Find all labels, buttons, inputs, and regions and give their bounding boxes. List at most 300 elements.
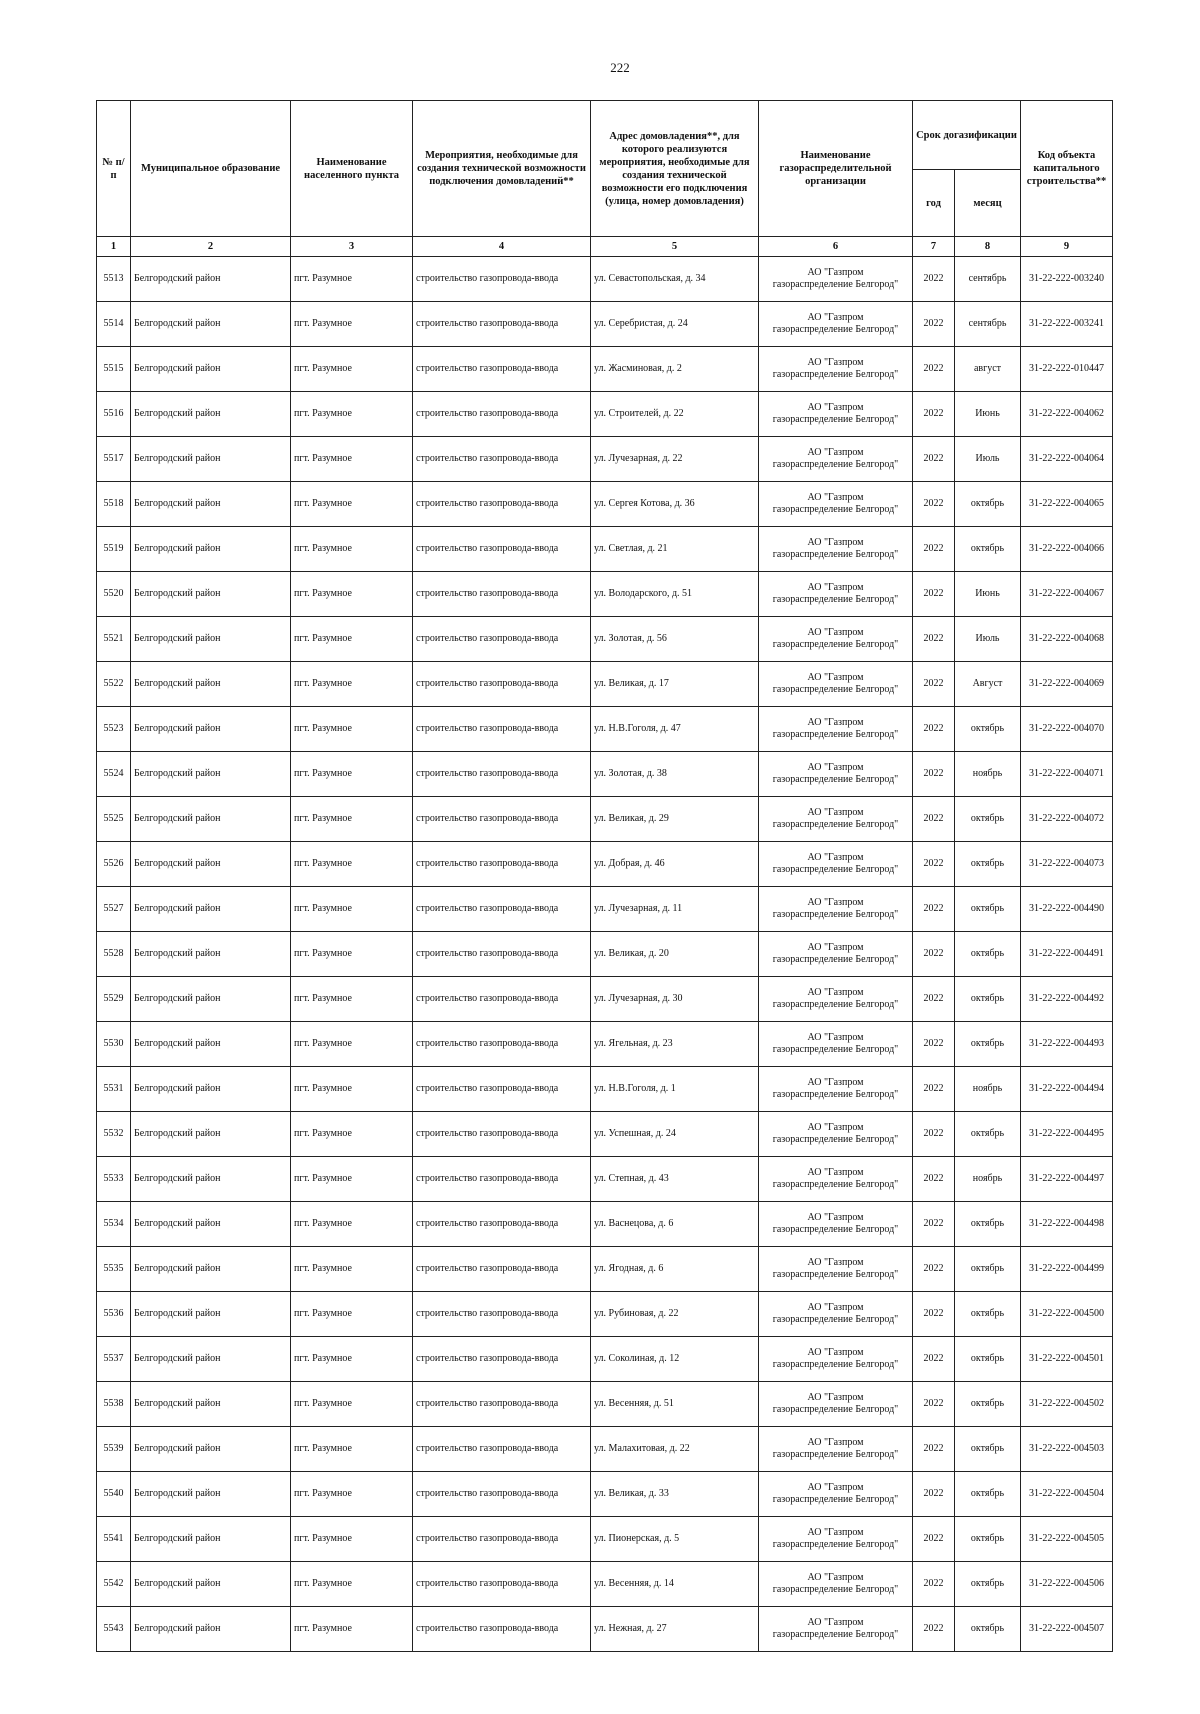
row-number-cell: 5521 xyxy=(97,617,131,662)
settlement-cell: пгт. Разумное xyxy=(291,1517,413,1562)
settlement-cell: пгт. Разумное xyxy=(291,752,413,797)
organization-line: АО "Газпром xyxy=(807,312,864,323)
year-cell: 2022 xyxy=(913,1067,955,1112)
organization-line: АО "Газпром xyxy=(807,1167,864,1178)
organization-cell xyxy=(759,1382,913,1427)
organization-line: АО "Газпром xyxy=(807,1617,864,1628)
month-cell: октябрь xyxy=(955,887,1021,932)
municipality-cell: Белгородский район xyxy=(131,1607,291,1652)
organization-line: газораспределение Белгород" xyxy=(772,774,899,785)
municipality-cell: Белгородский район xyxy=(131,1247,291,1292)
address-cell: ул. Строителей, д. 22 xyxy=(591,392,759,437)
table-row xyxy=(97,482,1113,527)
column-number: 2 xyxy=(131,237,291,257)
municipality-cell: Белгородский район xyxy=(131,1427,291,1472)
year-cell: 2022 xyxy=(913,887,955,932)
organization-line: АО "Газпром xyxy=(807,1122,864,1133)
header-address: Адрес домовладения**, для которого реализуются мероприятия, необходимые для создания технической возможности его подключения (улица, номер домовладения) xyxy=(591,101,759,237)
table-row xyxy=(97,662,1113,707)
measure-cell: строительство газопровода-ввода xyxy=(413,617,591,662)
municipality-cell: Белгородский район xyxy=(131,932,291,977)
organization-cell xyxy=(759,977,913,1022)
year-cell: 2022 xyxy=(913,1382,955,1427)
month-cell: октябрь xyxy=(955,527,1021,572)
header-code: Код объекта капитального строительства** xyxy=(1021,101,1113,237)
code-cell: 31-22-222-003241 xyxy=(1021,302,1113,347)
year-cell: 2022 xyxy=(913,1157,955,1202)
settlement-cell: пгт. Разумное xyxy=(291,1157,413,1202)
row-number-cell: 5529 xyxy=(97,977,131,1022)
code-cell: 31-22-222-004495 xyxy=(1021,1112,1113,1157)
row-number-cell: 5535 xyxy=(97,1247,131,1292)
month-cell: октябрь xyxy=(955,977,1021,1022)
code-cell: 31-22-222-004502 xyxy=(1021,1382,1113,1427)
year-cell: 2022 xyxy=(913,1607,955,1652)
table-row xyxy=(97,257,1113,302)
organization-line: газораспределение Белгород" xyxy=(772,594,899,605)
year-cell: 2022 xyxy=(913,1472,955,1517)
code-cell: 31-22-222-004492 xyxy=(1021,977,1113,1022)
month-cell: Июнь xyxy=(955,392,1021,437)
year-cell: 2022 xyxy=(913,707,955,752)
measure-cell: строительство газопровода-ввода xyxy=(413,1607,591,1652)
table-row xyxy=(97,1202,1113,1247)
settlement-cell: пгт. Разумное xyxy=(291,1427,413,1472)
table-body xyxy=(97,257,1113,1652)
month-cell: Август xyxy=(955,662,1021,707)
settlement-cell: пгт. Разумное xyxy=(291,257,413,302)
organization-cell xyxy=(759,257,913,302)
measure-cell: строительство газопровода-ввода xyxy=(413,1382,591,1427)
year-cell: 2022 xyxy=(913,1202,955,1247)
year-cell: 2022 xyxy=(913,1337,955,1382)
settlement-cell: пгт. Разумное xyxy=(291,1202,413,1247)
table-row xyxy=(97,752,1113,797)
organization-line: газораспределение Белгород" xyxy=(772,1269,899,1280)
organization-cell xyxy=(759,572,913,617)
year-cell: 2022 xyxy=(913,1247,955,1292)
code-cell: 31-22-222-004065 xyxy=(1021,482,1113,527)
row-number-cell: 5527 xyxy=(97,887,131,932)
year-cell: 2022 xyxy=(913,347,955,392)
organization-line: АО "Газпром xyxy=(807,1437,864,1448)
organization-line: АО "Газпром xyxy=(807,897,864,908)
row-number-cell: 5533 xyxy=(97,1157,131,1202)
month-cell: октябрь xyxy=(955,1202,1021,1247)
organization-cell xyxy=(759,482,913,527)
table-row xyxy=(97,977,1113,1022)
address-cell: ул. Ягельная, д. 23 xyxy=(591,1022,759,1067)
address-cell: ул. Великая, д. 17 xyxy=(591,662,759,707)
month-cell: октябрь xyxy=(955,932,1021,977)
code-cell: 31-22-222-004491 xyxy=(1021,932,1113,977)
code-cell: 31-22-222-004070 xyxy=(1021,707,1113,752)
measure-cell: строительство газопровода-ввода xyxy=(413,527,591,572)
measure-cell: строительство газопровода-ввода xyxy=(413,842,591,887)
organization-cell xyxy=(759,932,913,977)
code-cell: 31-22-222-004507 xyxy=(1021,1607,1113,1652)
municipality-cell: Белгородский район xyxy=(131,842,291,887)
header-term: Срок догазификации xyxy=(913,101,1021,170)
month-cell: октябрь xyxy=(955,1112,1021,1157)
code-cell: 31-22-222-004500 xyxy=(1021,1292,1113,1337)
month-cell: ноябрь xyxy=(955,1157,1021,1202)
row-number-cell: 5517 xyxy=(97,437,131,482)
organization-line: АО "Газпром xyxy=(807,1077,864,1088)
organization-cell xyxy=(759,662,913,707)
month-cell: октябрь xyxy=(955,707,1021,752)
table-row xyxy=(97,1382,1113,1427)
organization-line: АО "Газпром xyxy=(807,447,864,458)
address-cell: ул. Жасминовая, д. 2 xyxy=(591,347,759,392)
settlement-cell: пгт. Разумное xyxy=(291,887,413,932)
measure-cell: строительство газопровода-ввода xyxy=(413,1022,591,1067)
municipality-cell: Белгородский район xyxy=(131,347,291,392)
settlement-cell: пгт. Разумное xyxy=(291,302,413,347)
code-cell: 31-22-222-004072 xyxy=(1021,797,1113,842)
organization-line: газораспределение Белгород" xyxy=(772,1314,899,1325)
municipality-cell: Белгородский район xyxy=(131,482,291,527)
table-row xyxy=(97,1517,1113,1562)
month-cell: октябрь xyxy=(955,1247,1021,1292)
settlement-cell: пгт. Разумное xyxy=(291,572,413,617)
code-cell: 31-22-222-004503 xyxy=(1021,1427,1113,1472)
organization-line: АО "Газпром xyxy=(807,852,864,863)
organization-line: газораспределение Белгород" xyxy=(772,369,899,380)
address-cell: ул. Лучезарная, д. 11 xyxy=(591,887,759,932)
row-number-cell: 5532 xyxy=(97,1112,131,1157)
settlement-cell: пгт. Разумное xyxy=(291,1337,413,1382)
address-cell: ул. Рубиновая, д. 22 xyxy=(591,1292,759,1337)
settlement-cell: пгт. Разумное xyxy=(291,1607,413,1652)
address-cell: ул. Светлая, д. 21 xyxy=(591,527,759,572)
settlement-cell: пгт. Разумное xyxy=(291,1247,413,1292)
measure-cell: строительство газопровода-ввода xyxy=(413,1337,591,1382)
measure-cell: строительство газопровода-ввода xyxy=(413,1202,591,1247)
measure-cell: строительство газопровода-ввода xyxy=(413,1562,591,1607)
row-number-cell: 5523 xyxy=(97,707,131,752)
organization-line: АО "Газпром xyxy=(807,942,864,953)
year-cell: 2022 xyxy=(913,392,955,437)
measure-cell: строительство газопровода-ввода xyxy=(413,347,591,392)
table-row xyxy=(97,437,1113,482)
month-cell: октябрь xyxy=(955,1022,1021,1067)
organization-line: АО "Газпром xyxy=(807,492,864,503)
column-number: 6 xyxy=(759,237,913,257)
organization-line: АО "Газпром xyxy=(807,402,864,413)
organization-line: газораспределение Белгород" xyxy=(772,1404,899,1415)
organization-line: АО "Газпром xyxy=(807,1392,864,1403)
municipality-cell: Белгородский район xyxy=(131,1022,291,1067)
measure-cell: строительство газопровода-ввода xyxy=(413,392,591,437)
measure-cell: строительство газопровода-ввода xyxy=(413,977,591,1022)
year-cell: 2022 xyxy=(913,572,955,617)
column-number: 3 xyxy=(291,237,413,257)
measure-cell: строительство газопровода-ввода xyxy=(413,932,591,977)
address-cell: ул. Сергея Котова, д. 36 xyxy=(591,482,759,527)
address-cell: ул. Лучезарная, д. 22 xyxy=(591,437,759,482)
table-header xyxy=(97,101,1113,257)
year-cell: 2022 xyxy=(913,257,955,302)
organization-line: АО "Газпром xyxy=(807,1257,864,1268)
organization-line: АО "Газпром xyxy=(807,672,864,683)
code-cell: 31-22-222-004073 xyxy=(1021,842,1113,887)
code-cell: 31-22-222-004506 xyxy=(1021,1562,1113,1607)
table-row xyxy=(97,527,1113,572)
organization-cell xyxy=(759,437,913,482)
month-cell: Июнь xyxy=(955,572,1021,617)
year-cell: 2022 xyxy=(913,617,955,662)
address-cell: ул. Весенняя, д. 51 xyxy=(591,1382,759,1427)
table-row xyxy=(97,1607,1113,1652)
year-cell: 2022 xyxy=(913,527,955,572)
table-row xyxy=(97,842,1113,887)
column-number: 4 xyxy=(413,237,591,257)
organization-line: АО "Газпром xyxy=(807,1302,864,1313)
header-organization: Наименование газораспределительной организации xyxy=(759,101,913,237)
municipality-cell: Белгородский район xyxy=(131,1067,291,1112)
organization-line: АО "Газпром xyxy=(807,1212,864,1223)
code-cell: 31-22-222-004505 xyxy=(1021,1517,1113,1562)
address-cell: ул. Ягодная, д. 6 xyxy=(591,1247,759,1292)
table-row xyxy=(97,887,1113,932)
address-cell: ул. Великая, д. 33 xyxy=(591,1472,759,1517)
year-cell: 2022 xyxy=(913,752,955,797)
row-number-cell: 5543 xyxy=(97,1607,131,1652)
header-measures: Мероприятия, необходимые для создания технической возможности подключения домовладений** xyxy=(413,101,591,237)
code-cell: 31-22-222-004490 xyxy=(1021,887,1113,932)
row-number-cell: 5528 xyxy=(97,932,131,977)
address-cell: ул. Н.В.Гоголя, д. 1 xyxy=(591,1067,759,1112)
municipality-cell: Белгородский район xyxy=(131,437,291,482)
month-cell: октябрь xyxy=(955,1337,1021,1382)
table-row xyxy=(97,1562,1113,1607)
code-cell: 31-22-222-004494 xyxy=(1021,1067,1113,1112)
row-number-cell: 5524 xyxy=(97,752,131,797)
month-cell: октябрь xyxy=(955,482,1021,527)
municipality-cell: Белгородский район xyxy=(131,572,291,617)
address-cell: ул. Весенняя, д. 14 xyxy=(591,1562,759,1607)
address-cell: ул. Успешная, д. 24 xyxy=(591,1112,759,1157)
organization-line: газораспределение Белгород" xyxy=(772,1224,899,1235)
row-number-cell: 5516 xyxy=(97,392,131,437)
month-cell: октябрь xyxy=(955,1472,1021,1517)
settlement-cell: пгт. Разумное xyxy=(291,842,413,887)
municipality-cell: Белгородский район xyxy=(131,527,291,572)
code-cell: 31-22-222-004498 xyxy=(1021,1202,1113,1247)
municipality-cell: Белгородский район xyxy=(131,1517,291,1562)
organization-line: газораспределение Белгород" xyxy=(772,1134,899,1145)
address-cell: ул. Севастопольская, д. 34 xyxy=(591,257,759,302)
organization-line: АО "Газпром xyxy=(807,1032,864,1043)
code-cell: 31-22-222-004064 xyxy=(1021,437,1113,482)
year-cell: 2022 xyxy=(913,932,955,977)
municipality-cell: Белгородский район xyxy=(131,797,291,842)
municipality-cell: Белгородский район xyxy=(131,257,291,302)
organization-cell xyxy=(759,302,913,347)
table-row xyxy=(97,797,1113,842)
row-number-cell: 5519 xyxy=(97,527,131,572)
settlement-cell: пгт. Разумное xyxy=(291,977,413,1022)
header-settlement: Наименование населенного пункта xyxy=(291,101,413,237)
organization-line: газораспределение Белгород" xyxy=(772,1044,899,1055)
municipality-cell: Белгородский район xyxy=(131,1382,291,1427)
address-cell: ул. Володарского, д. 51 xyxy=(591,572,759,617)
row-number-cell: 5514 xyxy=(97,302,131,347)
organization-line: АО "Газпром xyxy=(807,1572,864,1583)
settlement-cell: пгт. Разумное xyxy=(291,1112,413,1157)
organization-cell xyxy=(759,1112,913,1157)
organization-cell xyxy=(759,392,913,437)
settlement-cell: пгт. Разумное xyxy=(291,482,413,527)
table-row xyxy=(97,1427,1113,1472)
organization-line: АО "Газпром xyxy=(807,762,864,773)
code-cell: 31-22-222-004062 xyxy=(1021,392,1113,437)
measure-cell: строительство газопровода-ввода xyxy=(413,752,591,797)
year-cell: 2022 xyxy=(913,437,955,482)
year-cell: 2022 xyxy=(913,1427,955,1472)
month-cell: октябрь xyxy=(955,1382,1021,1427)
organization-line: газораспределение Белгород" xyxy=(772,504,899,515)
address-cell: ул. Великая, д. 20 xyxy=(591,932,759,977)
column-number: 5 xyxy=(591,237,759,257)
settlement-cell: пгт. Разумное xyxy=(291,347,413,392)
settlement-cell: пгт. Разумное xyxy=(291,617,413,662)
year-cell: 2022 xyxy=(913,1112,955,1157)
row-number-cell: 5540 xyxy=(97,1472,131,1517)
settlement-cell: пгт. Разумное xyxy=(291,707,413,752)
organization-cell xyxy=(759,797,913,842)
measure-cell: строительство газопровода-ввода xyxy=(413,1292,591,1337)
column-number: 9 xyxy=(1021,237,1113,257)
organization-cell xyxy=(759,1292,913,1337)
organization-cell xyxy=(759,347,913,392)
organization-cell xyxy=(759,527,913,572)
address-cell: ул. Малахитовая, д. 22 xyxy=(591,1427,759,1472)
organization-line: АО "Газпром xyxy=(807,582,864,593)
address-cell: ул. Соколиная, д. 12 xyxy=(591,1337,759,1382)
code-cell: 31-22-222-004066 xyxy=(1021,527,1113,572)
code-cell: 31-22-222-004069 xyxy=(1021,662,1113,707)
year-cell: 2022 xyxy=(913,482,955,527)
table-row xyxy=(97,1337,1113,1382)
municipality-cell: Белгородский район xyxy=(131,1292,291,1337)
measure-cell: строительство газопровода-ввода xyxy=(413,707,591,752)
settlement-cell: пгт. Разумное xyxy=(291,1562,413,1607)
organization-line: газораспределение Белгород" xyxy=(772,414,899,425)
table-row xyxy=(97,1247,1113,1292)
organization-cell xyxy=(759,1157,913,1202)
measure-cell: строительство газопровода-ввода xyxy=(413,1112,591,1157)
table-row xyxy=(97,1022,1113,1067)
table-row xyxy=(97,707,1113,752)
measure-cell: строительство газопровода-ввода xyxy=(413,1472,591,1517)
table-row xyxy=(97,347,1113,392)
organization-line: газораспределение Белгород" xyxy=(772,684,899,695)
municipality-cell: Белгородский район xyxy=(131,617,291,662)
organization-cell xyxy=(759,1022,913,1067)
organization-cell xyxy=(759,1472,913,1517)
organization-cell xyxy=(759,1202,913,1247)
measure-cell: строительство газопровода-ввода xyxy=(413,887,591,932)
organization-line: газораспределение Белгород" xyxy=(772,1179,899,1190)
row-number-cell: 5536 xyxy=(97,1292,131,1337)
year-cell: 2022 xyxy=(913,302,955,347)
organization-line: газораспределение Белгород" xyxy=(772,909,899,920)
code-cell: 31-22-222-004068 xyxy=(1021,617,1113,662)
row-number-cell: 5518 xyxy=(97,482,131,527)
organization-cell xyxy=(759,887,913,932)
row-number-cell: 5530 xyxy=(97,1022,131,1067)
municipality-cell: Белгородский район xyxy=(131,1472,291,1517)
address-cell: ул. Степная, д. 43 xyxy=(591,1157,759,1202)
settlement-cell: пгт. Разумное xyxy=(291,527,413,572)
measure-cell: строительство газопровода-ввода xyxy=(413,572,591,617)
municipality-cell: Белгородский район xyxy=(131,1562,291,1607)
settlement-cell: пгт. Разумное xyxy=(291,797,413,842)
month-cell: Июль xyxy=(955,617,1021,662)
month-cell: ноябрь xyxy=(955,1067,1021,1112)
organization-cell xyxy=(759,1337,913,1382)
address-cell: ул. Пионерская, д. 5 xyxy=(591,1517,759,1562)
settlement-cell: пгт. Разумное xyxy=(291,932,413,977)
column-number: 1 xyxy=(97,237,131,257)
municipality-cell: Белгородский район xyxy=(131,1202,291,1247)
code-cell: 31-22-222-003240 xyxy=(1021,257,1113,302)
code-cell: 31-22-222-010447 xyxy=(1021,347,1113,392)
organization-line: газораспределение Белгород" xyxy=(772,639,899,650)
organization-line: газораспределение Белгород" xyxy=(772,324,899,335)
organization-cell xyxy=(759,1562,913,1607)
month-cell: октябрь xyxy=(955,1607,1021,1652)
year-cell: 2022 xyxy=(913,1562,955,1607)
table-row xyxy=(97,572,1113,617)
organization-line: АО "Газпром xyxy=(807,267,864,278)
month-cell: сентябрь xyxy=(955,257,1021,302)
row-number-cell: 5539 xyxy=(97,1427,131,1472)
month-cell: сентябрь xyxy=(955,302,1021,347)
organization-cell xyxy=(759,707,913,752)
municipality-cell: Белгородский район xyxy=(131,662,291,707)
organization-line: газораспределение Белгород" xyxy=(772,819,899,830)
address-cell: ул. Золотая, д. 56 xyxy=(591,617,759,662)
month-cell: октябрь xyxy=(955,1517,1021,1562)
measure-cell: строительство газопровода-ввода xyxy=(413,1067,591,1112)
settlement-cell: пгт. Разумное xyxy=(291,437,413,482)
row-number-cell: 5534 xyxy=(97,1202,131,1247)
gasification-table xyxy=(96,100,1113,1652)
settlement-cell: пгт. Разумное xyxy=(291,1382,413,1427)
month-cell: октябрь xyxy=(955,1427,1021,1472)
municipality-cell: Белгородский район xyxy=(131,1157,291,1202)
code-cell: 31-22-222-004067 xyxy=(1021,572,1113,617)
row-number-cell: 5542 xyxy=(97,1562,131,1607)
organization-line: газораспределение Белгород" xyxy=(772,1359,899,1370)
table-row xyxy=(97,1292,1113,1337)
organization-line: газораспределение Белгород" xyxy=(772,279,899,290)
header-num: № п/п xyxy=(97,101,131,237)
month-cell: октябрь xyxy=(955,842,1021,887)
column-numbers-row xyxy=(97,237,1113,257)
organization-line: газораспределение Белгород" xyxy=(772,1449,899,1460)
table-row xyxy=(97,1067,1113,1112)
address-cell: ул. Н.В.Гоголя, д. 47 xyxy=(591,707,759,752)
organization-cell xyxy=(759,1607,913,1652)
measure-cell: строительство газопровода-ввода xyxy=(413,1157,591,1202)
table-row xyxy=(97,617,1113,662)
table-row xyxy=(97,932,1113,977)
organization-line: АО "Газпром xyxy=(807,1527,864,1538)
